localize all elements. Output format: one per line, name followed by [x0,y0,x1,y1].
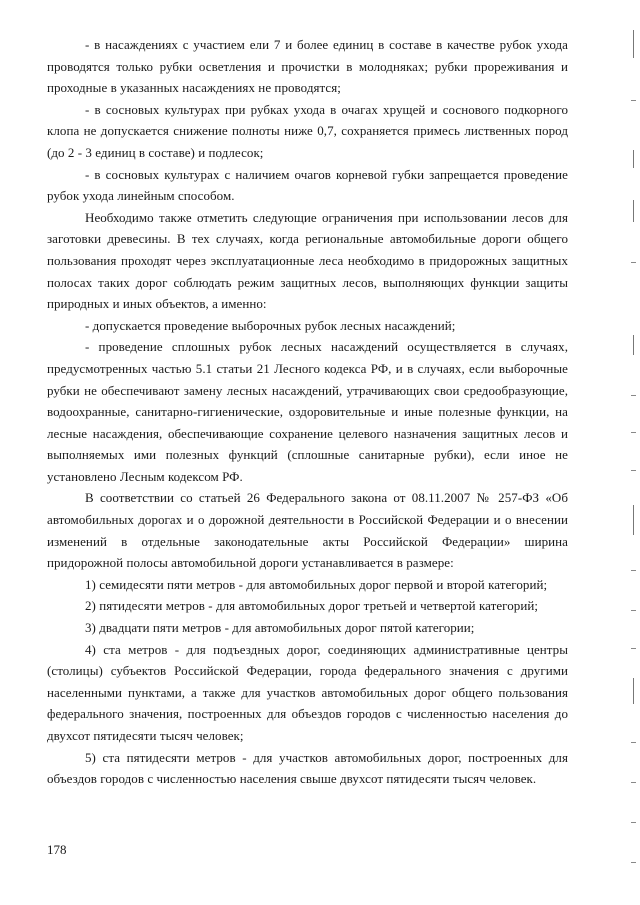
edge-tick [631,822,636,823]
edge-tick [631,470,636,471]
edge-mark [633,335,634,355]
edge-tick [631,648,636,649]
paragraph-root-fungus: - в сосновых культурах с наличием очагов корневой губки запрещается проведение рубок ухода линейным способом. [47,166,568,204]
edge-tick [631,262,636,263]
edge-tick [631,782,636,783]
paragraph-pine-pests: - в сосновых культурах при рубках ухода в очагах хрущей и соснового подкорного клопа не допускается снижение полноты ниже 0,7, сохраняется примесь лиственных пород (до 2 - 3 единиц в составе) и подлесок; [47,101,568,160]
paragraph-spruce-stands: - в насаждениях с участием ели 7 и более единиц в составе в качестве рубок ухода проводятся только рубки осветления и прочистки в молодняках; рубки прореживания и проходные в указанных насаждениях не проводятся; [47,37,568,96]
edge-mark [633,150,634,168]
paragraph-selective-cuttings: - допускается проведение выборочных рубок лесных насаждений; [85,317,456,333]
edge-tick [631,610,636,611]
document-body [47,34,568,790]
edge-mark [633,200,634,222]
paragraph-federal-law: В соответствии со статьей 26 Федерального закона от 08.11.2007 № 257-ФЗ «Об автомобильных дорогах и о дорожной деятельности в Российской Федерации и о внесении изменений в отдельные законодательные акты Российской Федерации» ширина придорожной полосы автомобильной дороги устанавливается в размере: [47,490,568,571]
edge-mark [633,30,634,58]
paragraph-clear-cuttings: - проведение сплошных рубок лесных насаждений осуществляется в случаях, предусмотренных частью 5.1 статьи 21 Лесного кодекса РФ, и в случаях, если выборочные рубки не обеспечивают замену лесных насаждений, утрачивающих свои средообразующие, водоохранные, санитарно-гигиенические, оздоровительные и иные полезные функции, на лесные насаждения, обеспечивающие сохранение целевого назначения защитных лесов и выполняемых ими полезных функций (сплошные санитарные рубки), если иное не установлено Лесным кодексом РФ. [47,339,568,484]
edge-tick [631,395,636,396]
edge-tick [631,432,636,433]
list-item-150m: 5) ста пятидесяти метров - для участков автомобильных дорог, построенных для объездов городов с численностью населения свыше двухсот пятидесяти тысяч человек. [47,749,568,787]
edge-tick [631,570,636,571]
paragraph-restrictions-intro: Необходимо также отметить следующие ограничения при использовании лесов для заготовки древесины. В тех случаях, когда региональные автомобильные дороги общего пользования проходят через эксплуатационные леса необходимо в придорожных защитных полосах таких дорог соблюдать режим защитных лесов, выполняющих функции защиты природных и иных объектов, а именно: [47,209,568,312]
edge-tick [631,100,636,101]
edge-mark [633,505,634,535]
page-number: 178 [47,842,67,857]
scan-edge-artifacts [620,0,640,905]
edge-mark [633,678,634,704]
list-item-75m: 1) семидесяти пяти метров - для автомобильных дорог первой и второй категорий; [85,576,548,592]
edge-tick [631,862,636,863]
edge-tick [631,742,636,743]
list-item-100m: 4) ста метров - для подъездных дорог, соединяющих административные центры (столицы) субъектов Российской Федерации, города федерального значения с другими населенными пунктами, а также для участков автомобильных дорог общего пользования федерального значения, построенных для объездов городов с численностью населения до двухсот пятидесяти тысяч человек; [47,641,568,743]
list-item-50m: 2) пятидесяти метров - для автомобильных дорог третьей и четвертой категорий; [85,598,538,614]
list-item-25m: 3) двадцати пяти метров - для автомобильных дорог пятой категории; [85,620,475,636]
